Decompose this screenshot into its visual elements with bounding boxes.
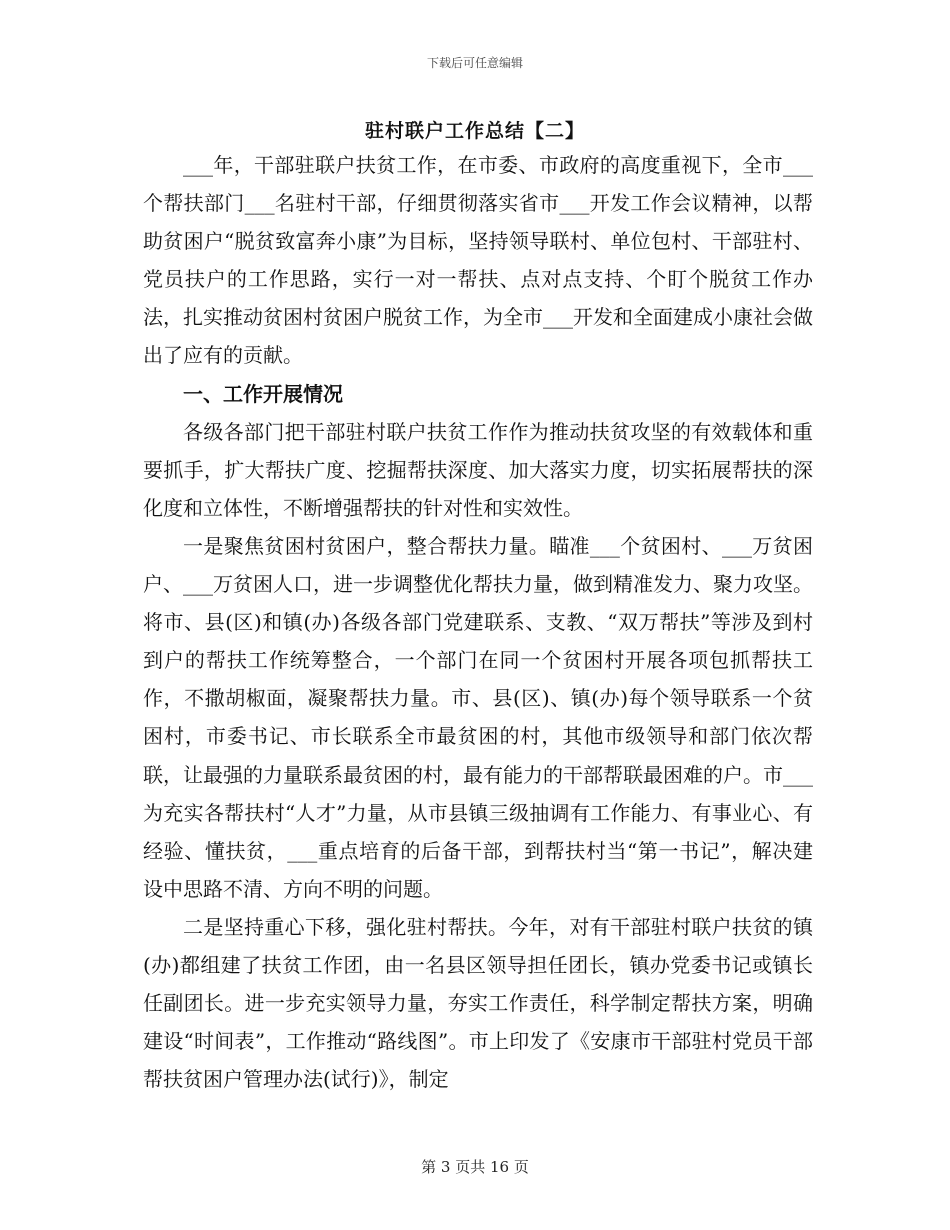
page-number-footer: 第 3 页共 16 页 xyxy=(421,1158,529,1176)
section-heading: 一、工作开展情况 xyxy=(183,381,343,406)
download-note: 下载后可任意编辑 xyxy=(426,56,523,70)
body-paragraph: 一是聚焦贫困村贫困户，整合帮扶力量。瞄准___个贫困村、___万贫困户、___万贫困人口，进一步调整优化帮扶力量，做到精准发力、聚力攻坚。将市、县(区)和镇(办)各级各部门党建联系、支教、“双万帮扶”等涉及到村到户的帮扶工作统筹整合，一个部门在同一个贫困村开展各项包抓帮扶工作，不撒胡椒面，凝聚帮扶力量。市、县(区)、镇(办)每个领导联系一个贫困村，市委书记、市长联系全市最贫困的村，其他市级领导和部门依次帮联，让最强的力量联系最贫困的村，最有能力的干部帮联最困难的户。市___为充实各帮扶村“人才”力量，从市县镇三级抽调有工作能力、有事业心、有经验、懂扶贫，___重点培育的后备干部，到帮扶村当“第一书记”，解决建设中思路不清、方向不明的问题。 xyxy=(143,533,813,901)
intro-paragraph: ___年，干部驻联户扶贫工作，在市委、市政府的高度重视下，全市___个帮扶部门___名驻村干部，仔细贯彻落实省市___开发工作会议精神，以帮助贫困户“脱贫致富奔小康”为目标，坚持领导联村、单位包村、干部驻村、党员扶户的工作思路，实行一对一帮扶、点对点支持、个盯个脱贫工作办法，扎实推动贫困村贫困户脱贫工作，为全市___开发和全面建成小康社会做出了应有的贡献。 xyxy=(143,153,813,368)
document-title: 驻村联户工作总结【二】 xyxy=(364,120,585,142)
document-body xyxy=(143,146,813,1098)
body-paragraph: 各级各部门把干部驻村联户扶贫工作作为推动扶贫攻坚的有效载体和重要抓手，扩大帮扶广度、挖掘帮扶深度、加大落实力度，切实拓展帮扶的深化度和立体性，不断增强帮扶的针对性和实效性。 xyxy=(143,419,813,520)
body-paragraph: 二是坚持重心下移，强化驻村帮扶。今年，对有干部驻村联户扶贫的镇(办)都组建了扶贫工作团，由一名县区领导担任团长，镇办党委书记或镇长任副团长。进一步充实领导力量，夯实工作责任，科学制定帮扶方案，明确建设“时间表”，工作推动“路线图”。市上印发了《安康市干部驻村党员干部帮扶贫困户管理办法(试行)》，制定 xyxy=(143,914,813,1092)
